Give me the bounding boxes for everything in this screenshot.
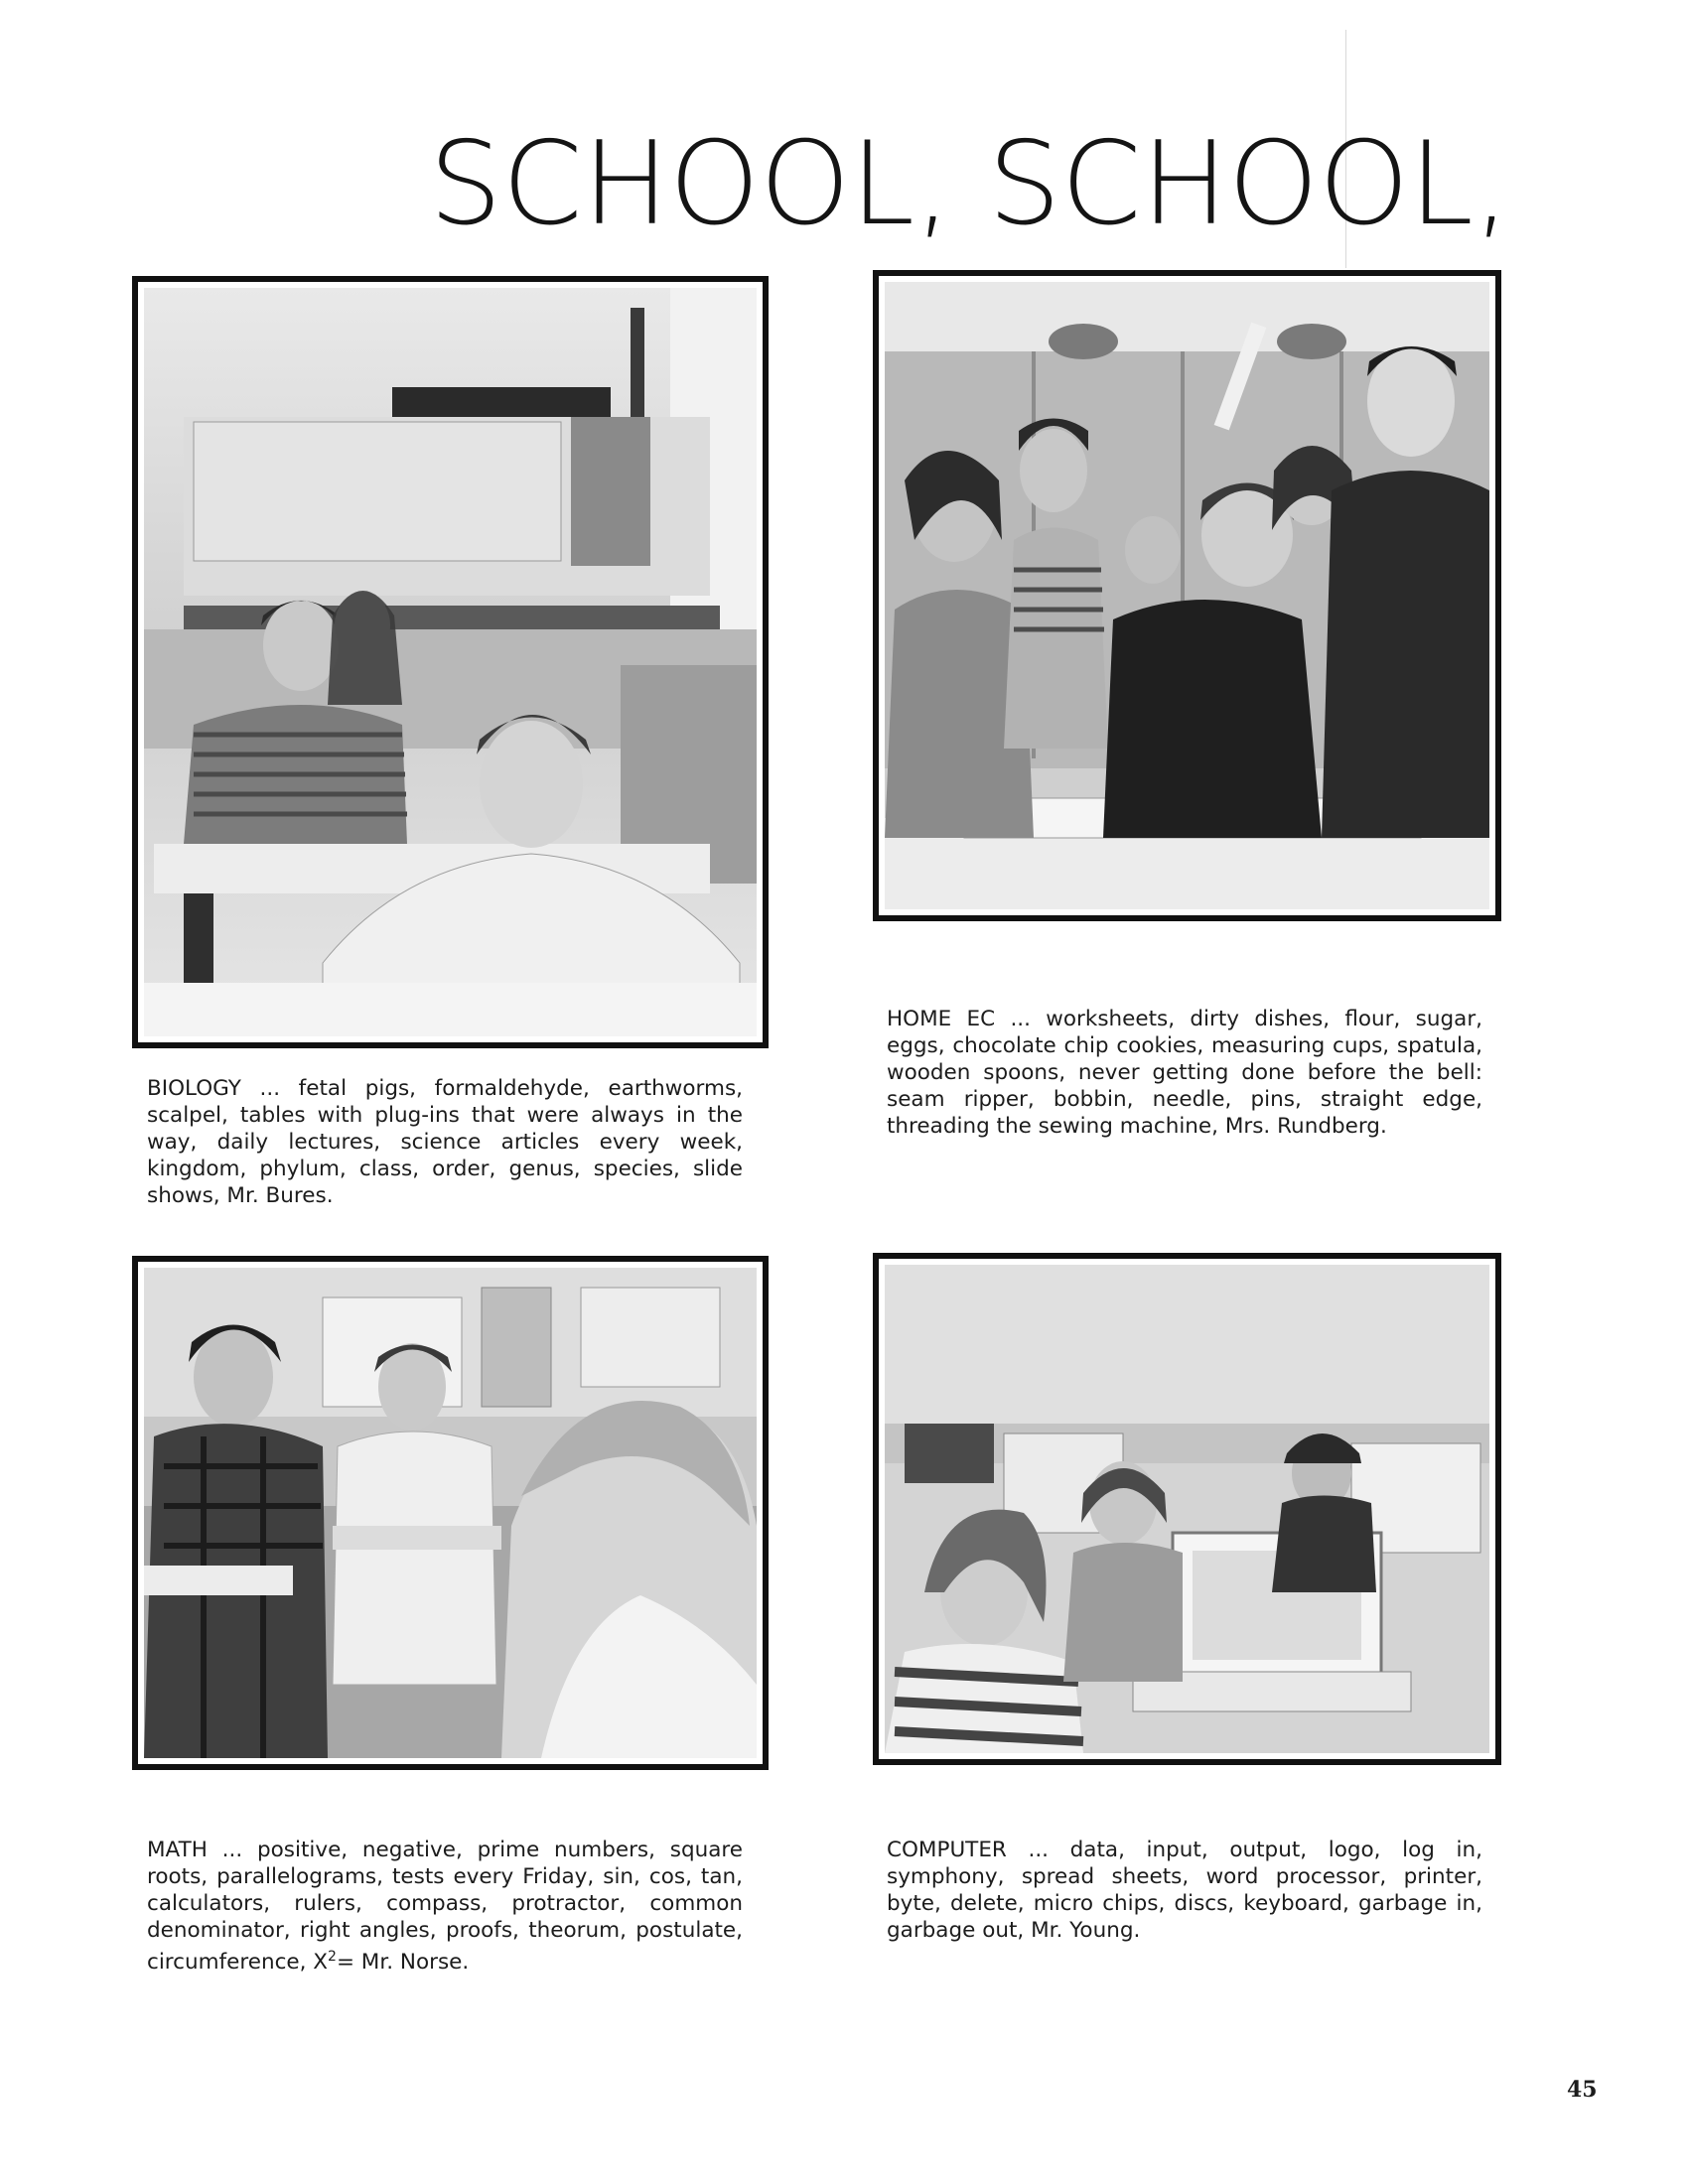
math-caption-superscript: 2 bbox=[328, 1949, 337, 1965]
biology-photo-image bbox=[144, 288, 757, 1036]
math-caption bbox=[147, 1837, 743, 1976]
home-ec-photo bbox=[873, 270, 1501, 921]
home-ec-caption: HOME EC ... worksheets, dirty dishes, flour, sugar, eggs, chocolate chip cookies, measuring cups, spatula, wooden spoons, never getting done before the bell: seam ripper, bobbin, needle, pins, straight edge, threading the sewing machine, Mrs. Rundberg. bbox=[887, 1007, 1482, 1139]
biology-caption: BIOLOGY ... fetal pigs, formaldehyde, earthworms, scalpel, tables with plug-ins that were always in the way, daily lectures, science articles every week, kingdom, phylum, class, order, genus, species, slide shows, Mr. Bures. bbox=[147, 1076, 743, 1208]
page-title: SCHOOL, SCHOOL, bbox=[429, 117, 1510, 251]
math-caption-end: = Mr. Norse. bbox=[336, 1950, 470, 1976]
math-caption-text: MATH ... positive, negative, prime numbers, square roots, parallelograms, tests every Friday, sin, cos, tan, calculators, rulers, compass, protractor, common denominator, right angles, proofs, theorum, postulate, circumference, X bbox=[147, 1838, 743, 1976]
math-photo-image bbox=[144, 1268, 757, 1758]
page-number: 45 bbox=[1567, 2077, 1598, 2103]
biology-photo bbox=[132, 276, 769, 1048]
computer-photo bbox=[873, 1253, 1501, 1765]
computer-photo-image bbox=[885, 1265, 1489, 1753]
computer-caption: COMPUTER ... data, input, output, logo, log in, symphony, spread sheets, word processor, printer, byte, delete, micro chips, discs, keyboard, garbage in, garbage out, Mr. Young. bbox=[887, 1838, 1482, 1943]
home-ec-photo-image bbox=[885, 282, 1489, 909]
math-photo bbox=[132, 1256, 769, 1770]
